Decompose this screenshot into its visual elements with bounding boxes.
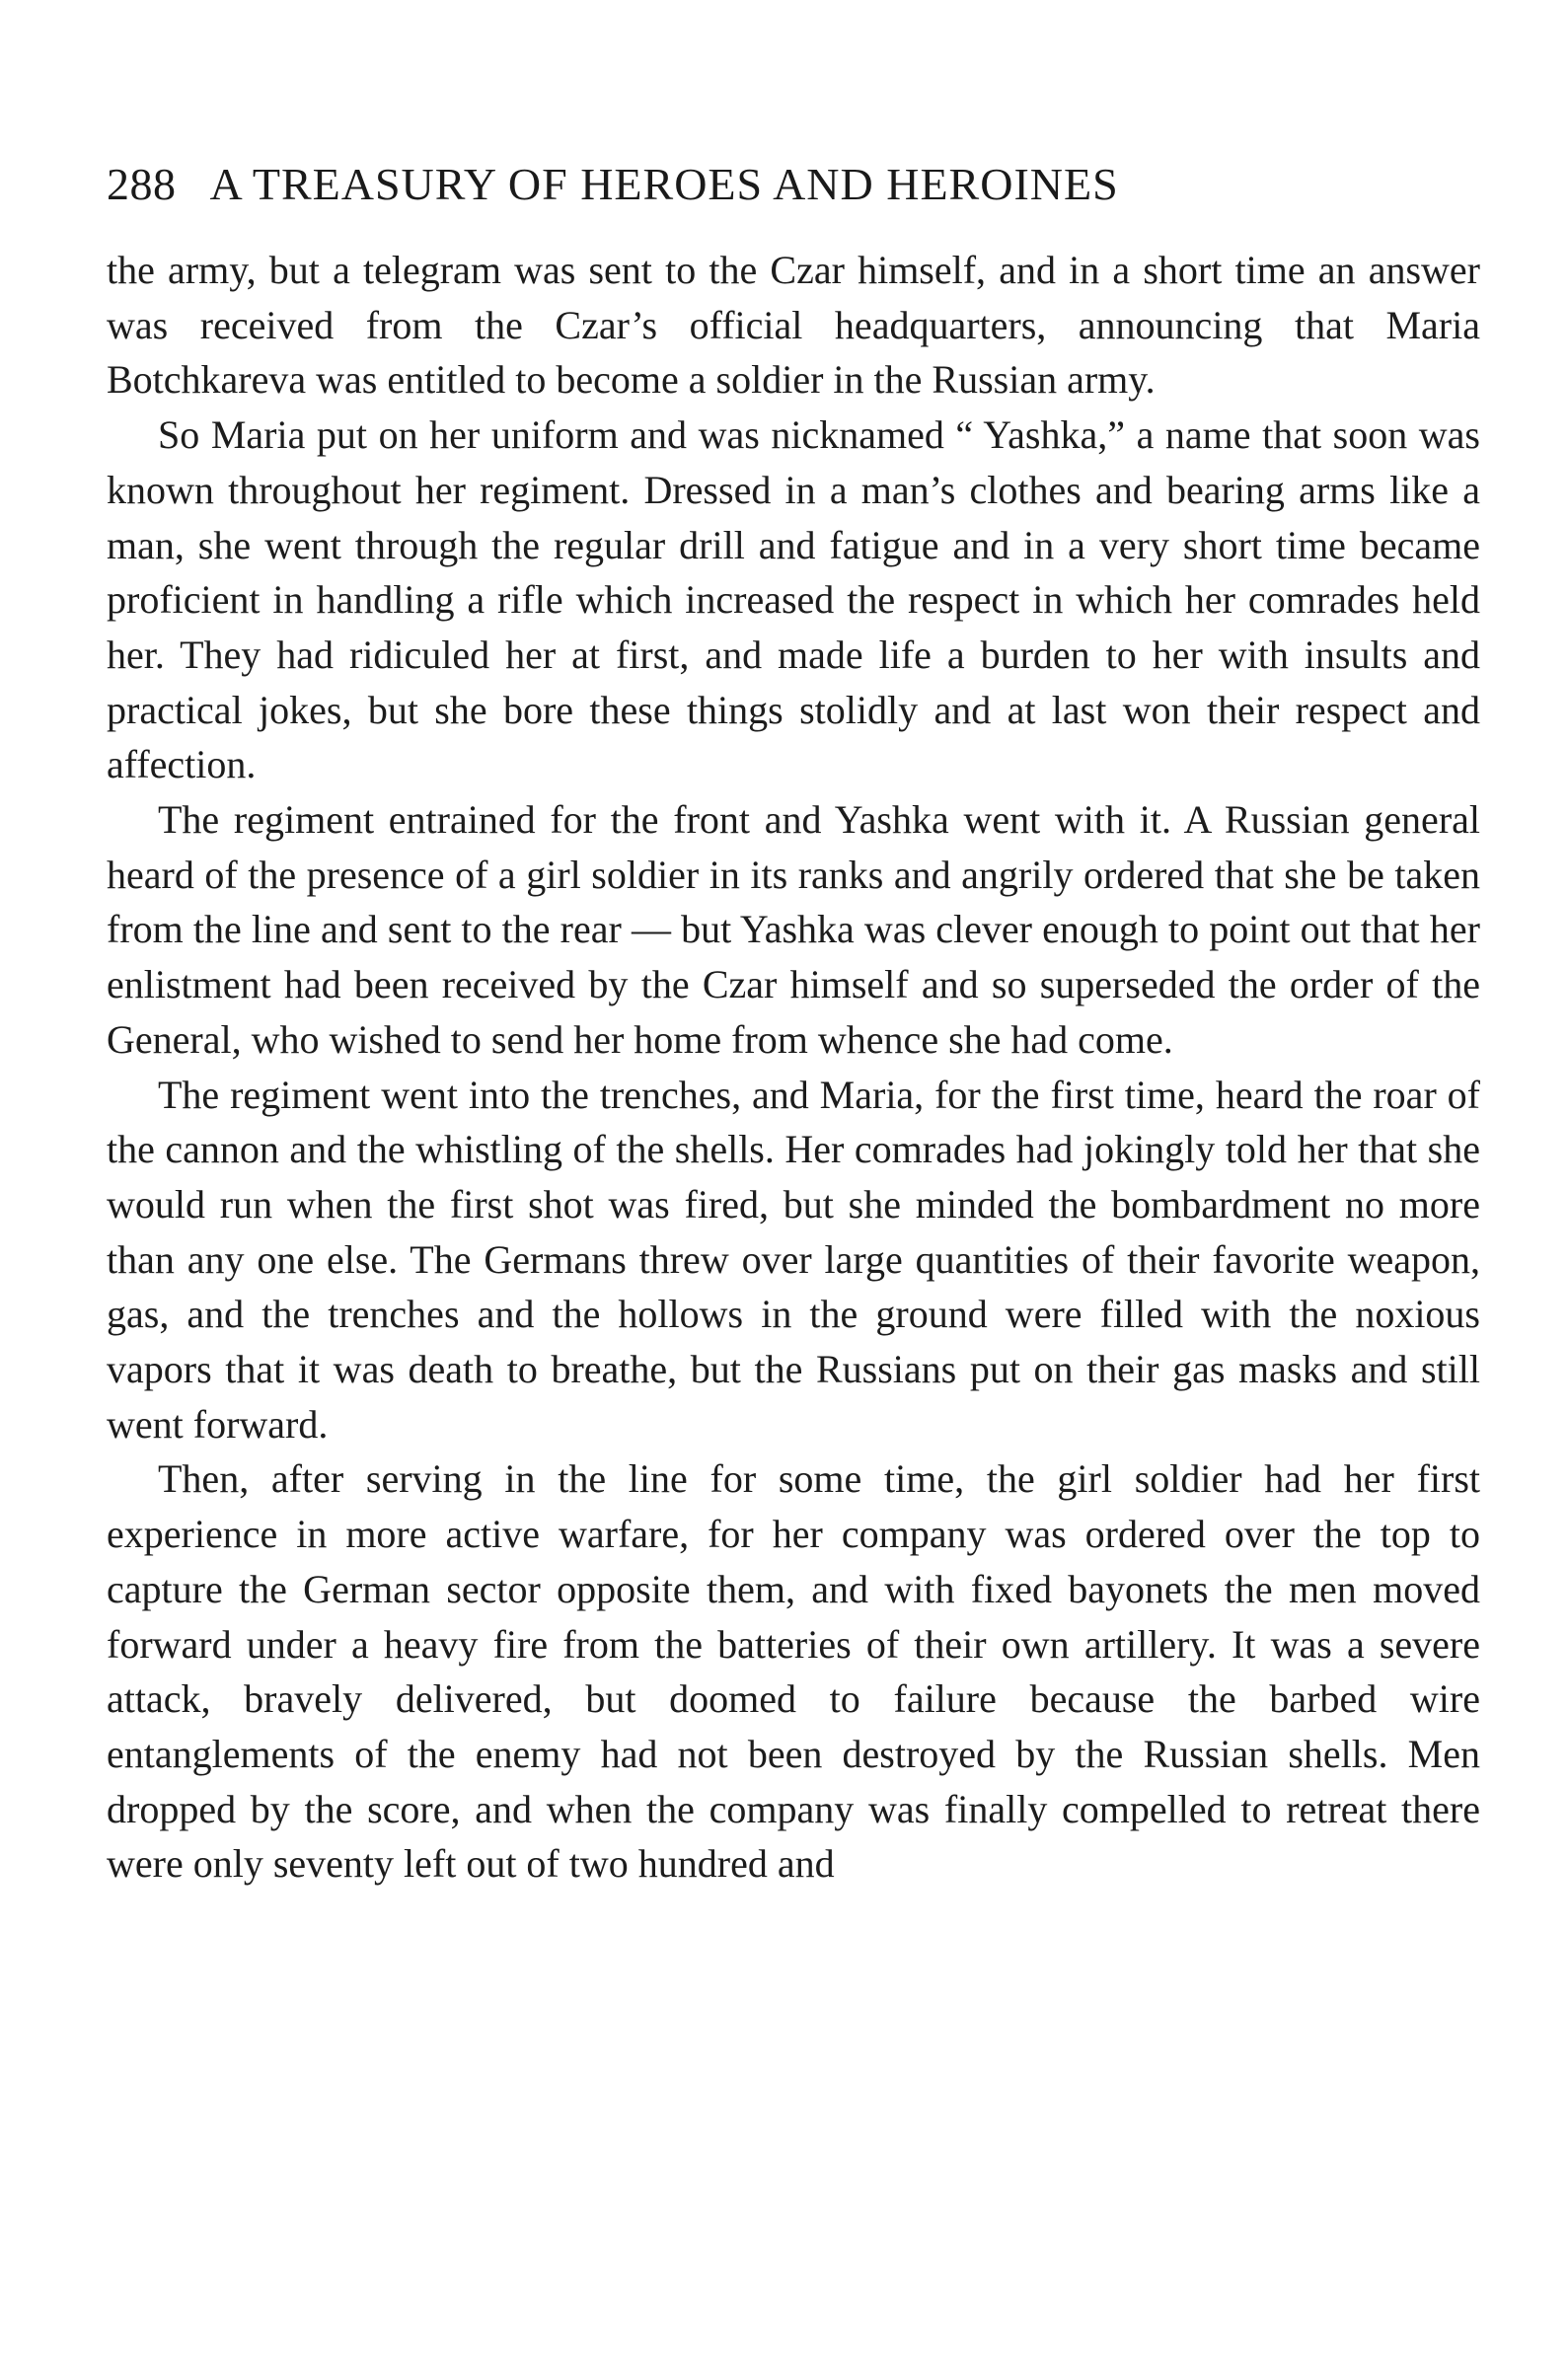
running-title: A TREASURY OF HEROES AND HEROINES [209,159,1119,209]
body-text [107,243,1480,1892]
paragraph: the army, but a telegram was sent to the Czar himself, and in a short time an answer was received from the Czar’s official headquarters, announcing that Maria Botchkareva was entitled to become a soldier in the Russian army. [107,248,1480,403]
page-header [107,158,1488,217]
paragraph: The regiment entrained for the front and Yashka went with it. A Russian general heard of the presence of a girl soldier in its ranks and angrily ordered that she be taken from the line and sent to the rear — but Yashka was clever enough to point out that her enlistment had been received by the Czar himself and so superseded the order of the General, who wished to send her home from whence she had come. [107,797,1480,1062]
paragraph: Then, after serving in the line for some time, the girl soldier had her first experience in more active warfare, for her company was ordered over the top to capture the German sector opposite them, and with fixed bayonets the men moved forward under a heavy fire from the batteries of their own artillery. It was a severe attack, bravely delivered, but doomed to failure because the barbed wire entanglements of the enemy had not been destroyed by the Russian shells. Men dropped by the score, and when the company was finally compelled to retreat there were only seventy left out of two hundred and [107,1456,1480,1887]
paragraph: So Maria put on her uniform and was nicknamed “ Yashka,” a name that soon was known throughout her regiment. Dressed in a man’s clothes and bearing arms like a man, she went through the regular drill and fatigue and in a very short time became proficient in handling a rifle which increased the respect in which her comrades held her. They had ridiculed her at first, and made life a burden to her with insults and practical jokes, but she bore these things stolidly and at last won their respect and affection. [107,412,1480,787]
page-number: 288 [107,159,177,209]
paragraph: The regiment went into the trenches, and Maria, for the first time, heard the roar of the cannon and the whistling of the shells. Her comrades had jokingly told her that she would run when the first shot was fired, but she minded the bombardment no more than any one else. The Germans threw over large quantities of their favorite weapon, gas, and the trenches and the hollows in the ground were filled with the noxious vapors that it was death to breathe, but the Russians put on their gas masks and still went forward. [107,1072,1480,1447]
